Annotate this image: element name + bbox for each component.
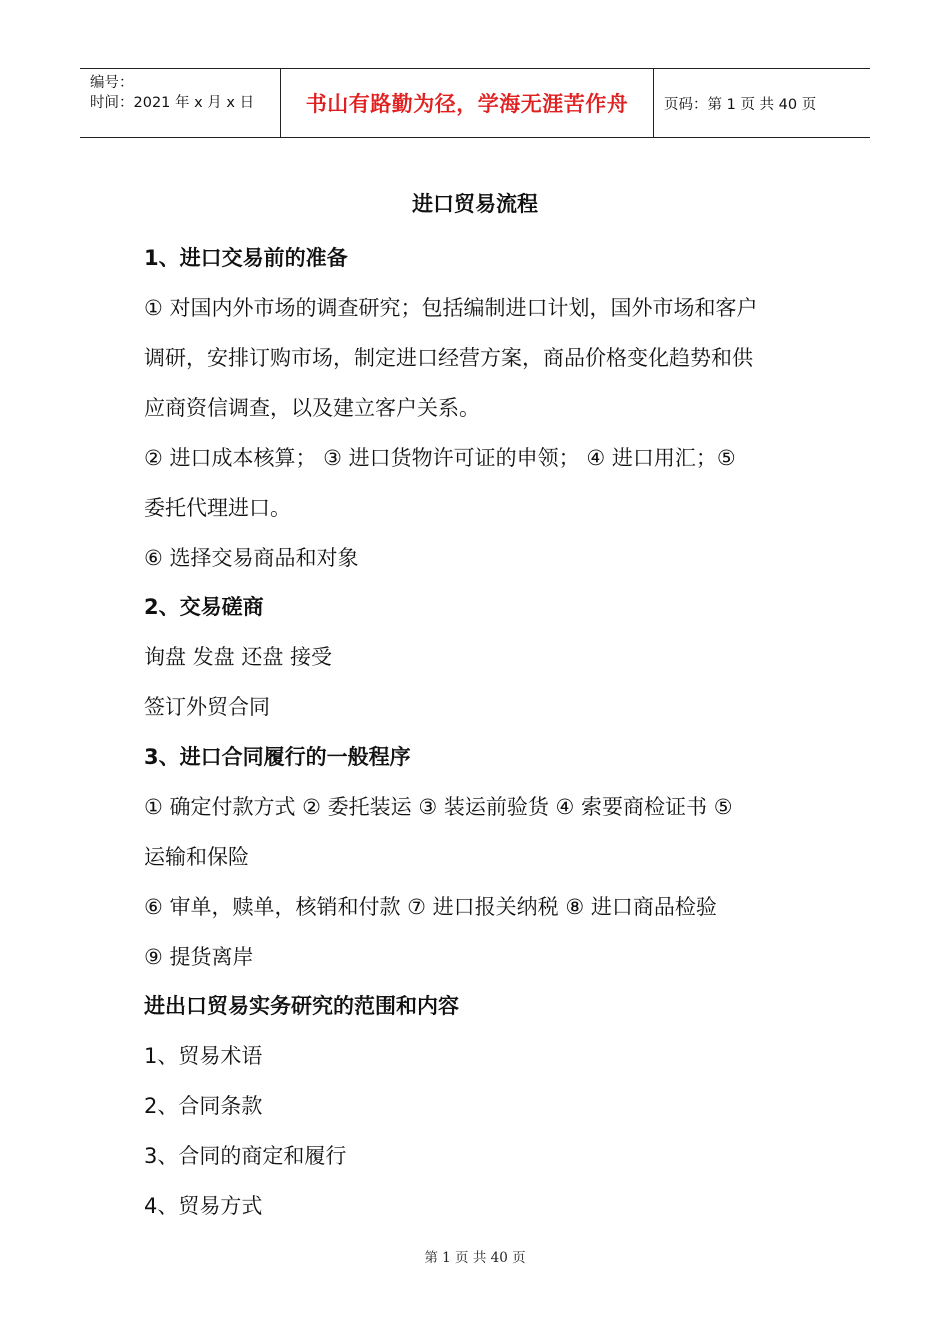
paragraph-line: ⑥ 审单，赎单，核销和付款 ⑦ 进口报关纳税 ⑧ 进口商品检验 — [144, 895, 717, 919]
list-item: 3、合同的商定和履行 — [144, 1144, 347, 1168]
paragraph-line: ① 对国内外市场的调查研究；包括编制进口计划，国外市场和客户 — [144, 296, 758, 320]
page-header — [80, 68, 870, 138]
header-page-info: 页码：第 1 页 共 40 页 — [664, 96, 817, 113]
date-label: 时间：2021 年 x 月 x 日 — [90, 95, 255, 111]
list-item: 4、贸易方式 — [144, 1194, 263, 1218]
list-item: 1、贸易术语 — [144, 1044, 263, 1068]
paragraph-line: 应商资信调查，以及建立客户关系。 — [144, 396, 480, 420]
section-heading: 3、进口合同履行的一般程序 — [144, 745, 411, 769]
number-label: 编号： — [90, 75, 134, 91]
paragraph-line: 运输和保险 — [144, 845, 249, 869]
header-motto: 书山有路勤为径，学海无涯苦作舟 — [281, 69, 654, 137]
section-heading: 1、进口交易前的准备 — [144, 246, 348, 270]
list-item: 2、合同条款 — [144, 1094, 263, 1118]
section-heading: 2、交易磋商 — [144, 595, 264, 619]
paragraph-line: 签订外贸合同 — [144, 695, 270, 719]
paragraph-line: ② 进口成本核算； ③ 进口货物许可证的申领； ④ 进口用汇；⑤ — [144, 446, 736, 470]
paragraph-line: ⑥ 选择交易商品和对象 — [144, 546, 359, 570]
section-heading: 进出口贸易实务研究的范围和内容 — [144, 994, 459, 1018]
page-footer: 第 1 页 共 40 页 — [424, 1250, 526, 1266]
paragraph-line: 委托代理进口。 — [144, 496, 291, 520]
paragraph-line: ⑨ 提货离岸 — [144, 945, 254, 969]
paragraph-line: 询盘 发盘 还盘 接受 — [144, 645, 333, 669]
document-title: 进口贸易流程 — [412, 192, 538, 216]
paragraph-line: ① 确定付款方式 ② 委托装运 ③ 装运前验货 ④ 索要商检证书 ⑤ — [144, 795, 733, 819]
paragraph-line: 调研，安排订购市场，制定进口经营方案，商品价格变化趋势和供 — [144, 346, 753, 370]
header-meta — [80, 69, 281, 137]
